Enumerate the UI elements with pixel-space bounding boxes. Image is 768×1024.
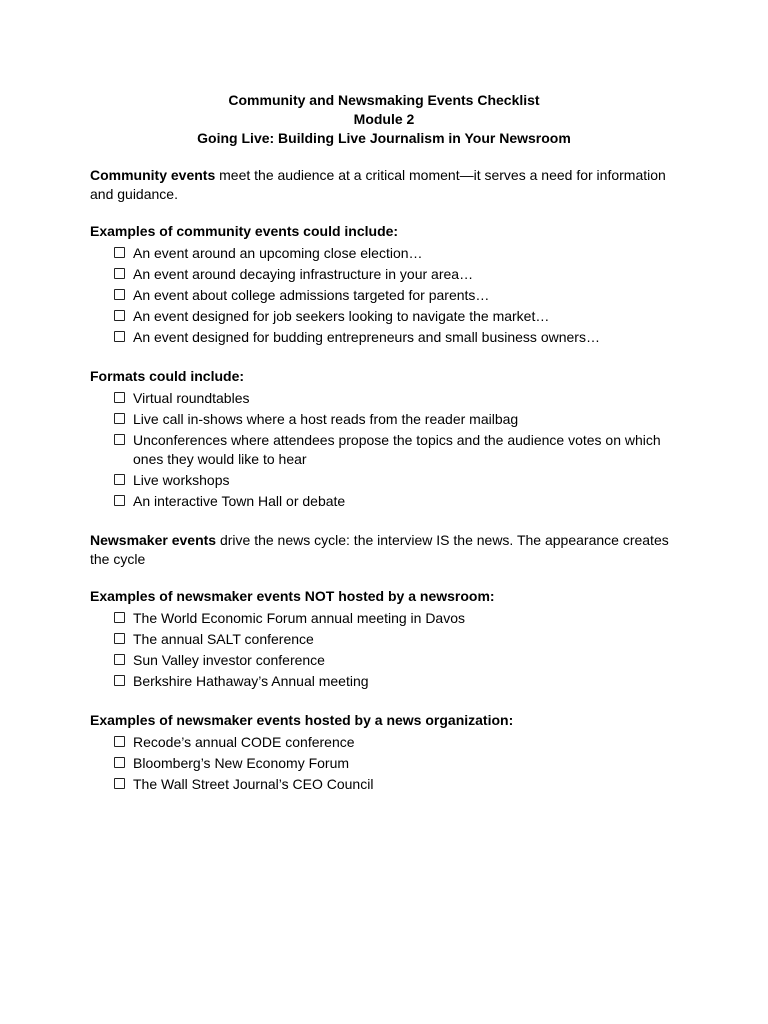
checklist-item-label: An event about college admissions targeted for parents… — [133, 287, 490, 303]
checklist-item-label: Recode’s annual CODE conference — [133, 734, 355, 750]
checkbox[interactable] — [114, 654, 125, 665]
checklist-item-label: An event around an upcoming close election… — [133, 245, 423, 261]
checklist-item — [114, 630, 680, 649]
checkbox[interactable] — [114, 633, 125, 644]
checklist-item — [114, 651, 680, 670]
checkbox[interactable] — [114, 268, 125, 279]
checklist-item-label: An interactive Town Hall or debate — [133, 493, 346, 509]
checkbox[interactable] — [114, 495, 125, 506]
newsmaker-intro-paragraph — [90, 531, 680, 569]
community-intro-bold: Community events — [90, 167, 216, 183]
newsmaker-not-hosted-list — [90, 609, 680, 691]
spacer — [90, 148, 680, 166]
checklist-item — [114, 389, 680, 408]
checkbox[interactable] — [114, 434, 125, 445]
newsmaker-hosted-list — [90, 733, 680, 794]
newsmaker-intro-text: drive the news cycle: the interview IS the news. The appearance creates the cycle — [90, 532, 669, 567]
checklist-item — [114, 244, 680, 263]
checklist-item — [114, 609, 680, 628]
checklist-item — [114, 754, 680, 773]
checkbox[interactable] — [114, 331, 125, 342]
checklist-item-label: An event designed for job seekers looking to navigate the market… — [133, 308, 550, 324]
title-line-3: Going Live: Building Live Journalism in Your Newsroom — [197, 130, 571, 146]
newsmaker-not-hosted-heading: Examples of newsmaker events NOT hosted by a newsroom: — [90, 588, 495, 604]
checklist-item — [114, 307, 680, 326]
checklist-item — [114, 410, 680, 429]
checklist-item-label: An event designed for budding entrepreneurs and small business owners… — [133, 329, 600, 345]
checklist-item — [114, 471, 680, 490]
checklist-item — [114, 286, 680, 305]
spacer — [90, 513, 680, 531]
community-examples-list — [90, 244, 680, 347]
checklist-item — [114, 492, 680, 511]
formats-heading: Formats could include: — [90, 368, 245, 384]
checklist-item-label: An event around decaying infrastructure in your area… — [133, 266, 474, 282]
newsmaker-hosted-heading: Examples of newsmaker events hosted by a news organization: — [90, 712, 514, 728]
checkbox[interactable] — [114, 413, 125, 424]
newsmaker-intro-bold: Newsmaker events — [90, 532, 217, 548]
spacer — [90, 569, 680, 587]
checklist-item-label: Bloomberg’s New Economy Forum — [133, 755, 350, 771]
checkbox[interactable] — [114, 310, 125, 321]
checklist-item — [114, 328, 680, 347]
checkbox[interactable] — [114, 392, 125, 403]
title-line-2: Module 2 — [353, 111, 415, 127]
spacer — [90, 349, 680, 367]
formats-list — [90, 389, 680, 511]
checklist-item — [114, 265, 680, 284]
checkbox[interactable] — [114, 778, 125, 789]
community-examples-heading: Examples of community events could include: — [90, 223, 399, 239]
community-intro-text: meet the audience at a critical moment—it serves a need for information and guidance. — [90, 167, 666, 202]
checklist-item-label: Live call in-shows where a host reads from the reader mailbag — [133, 411, 519, 427]
checkbox[interactable] — [114, 289, 125, 300]
community-intro-paragraph — [90, 166, 680, 204]
checkbox[interactable] — [114, 757, 125, 768]
checkbox[interactable] — [114, 612, 125, 623]
checklist-item-label: Live workshops — [133, 472, 230, 488]
checklist-item-label: Sun Valley investor conference — [133, 652, 325, 668]
checkbox[interactable] — [114, 247, 125, 258]
checklist-item — [114, 775, 680, 794]
document-page — [90, 91, 680, 796]
checkbox[interactable] — [114, 736, 125, 747]
checklist-item — [114, 733, 680, 752]
checklist-item-label: Berkshire Hathaway’s Annual meeting — [133, 673, 369, 689]
checklist-item-label: Virtual roundtables — [133, 390, 250, 406]
checklist-item-label: The World Economic Forum annual meeting in Davos — [133, 610, 466, 626]
checkbox[interactable] — [114, 675, 125, 686]
checklist-item-label: The Wall Street Journal’s CEO Council — [133, 776, 374, 792]
document-title — [88, 91, 680, 148]
spacer — [90, 693, 680, 711]
checklist-item — [114, 431, 680, 469]
checklist-item-label: The annual SALT conference — [133, 631, 314, 647]
spacer — [90, 204, 680, 222]
checklist-item-label: Unconferences where attendees propose the topics and the audience votes on which ones they would like to hear — [133, 432, 661, 467]
checkbox[interactable] — [114, 474, 125, 485]
checklist-item — [114, 672, 680, 691]
title-line-1: Community and Newsmaking Events Checklist — [228, 92, 540, 108]
